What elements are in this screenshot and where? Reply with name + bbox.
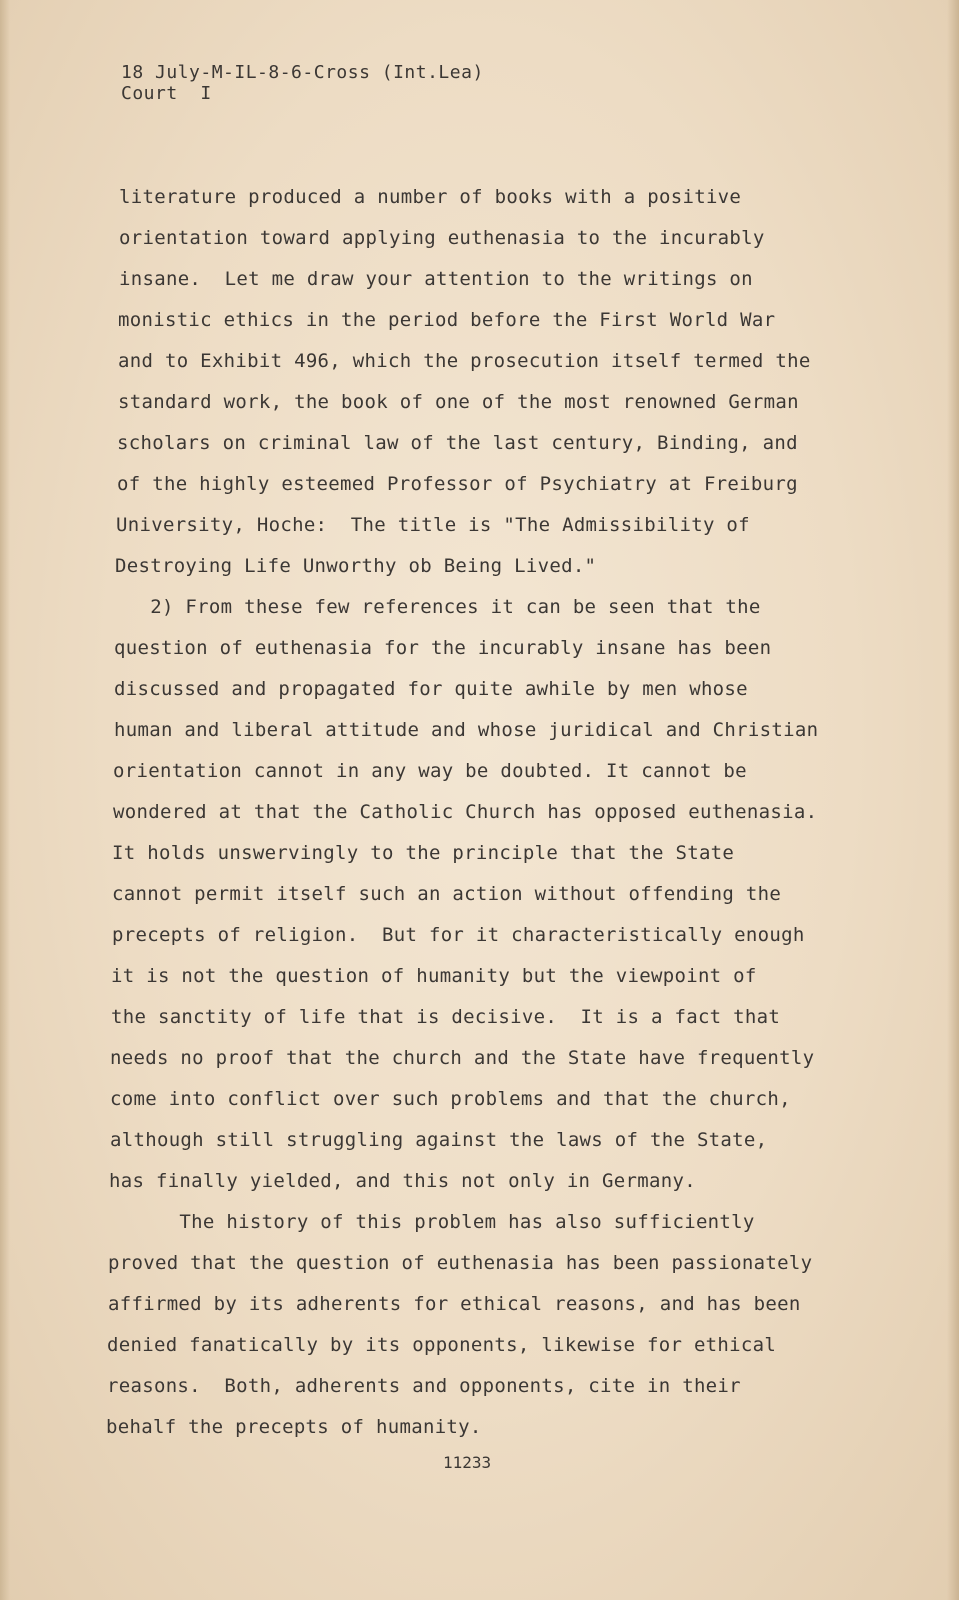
text-line: although still struggling against the laws of the State, bbox=[110, 1129, 768, 1151]
text-line: come into conflict over such problems and that the church, bbox=[110, 1088, 791, 1110]
text-line: it is not the question of humanity but the viewpoint of bbox=[111, 965, 757, 987]
text-line: wondered at that the Catholic Church has opposed euthenasia. bbox=[113, 801, 818, 823]
text-line: 2) From these few references it can be seen that the bbox=[115, 596, 761, 618]
text-line: scholars on criminal law of the last century, Binding, and bbox=[117, 432, 798, 454]
text-line: denied fanatically by its opponents, likewise for ethical bbox=[107, 1334, 777, 1356]
text-line: question of euthenasia for the incurably insane has been bbox=[114, 637, 772, 659]
text-line: of the highly esteemed Professor of Psychiatry at Freiburg bbox=[117, 473, 798, 495]
text-line: has finally yielded, and this not only in Germany. bbox=[109, 1170, 696, 1192]
text-line: insane. Let me draw your attention to the writings on bbox=[119, 268, 753, 290]
text-line: The history of this problem has also sufficiently bbox=[109, 1211, 755, 1233]
text-line: and to Exhibit 496, which the prosecution itself termed the bbox=[118, 350, 811, 372]
text-line: behalf the precepts of humanity. bbox=[106, 1416, 482, 1438]
text-line: human and liberal attitude and whose juridical and Christian bbox=[114, 719, 819, 741]
text-line: the sanctity of life that is decisive. It is a fact that bbox=[111, 1006, 781, 1028]
text-line: monistic ethics in the period before the First World War bbox=[118, 309, 776, 331]
text-line: University, Hoche: The title is "The Admissibility of bbox=[116, 514, 750, 536]
text-line: proved that the question of euthenasia has been passionately bbox=[108, 1252, 813, 1274]
text-line: reasons. Both, adherents and opponents, cite in their bbox=[107, 1375, 741, 1397]
text-line: needs no proof that the church and the State have frequently bbox=[110, 1047, 815, 1069]
text-line: cannot permit itself such an action without offending the bbox=[112, 883, 782, 905]
text-line: affirmed by its adherents for ethical reasons, and has been bbox=[108, 1293, 801, 1315]
text-line: It holds unswervingly to the principle that the State bbox=[112, 842, 735, 864]
text-line: Destroying Life Unworthy ob Being Lived." bbox=[115, 555, 597, 577]
document-header bbox=[121, 62, 484, 104]
text-line: discussed and propagated for quite awhile by men whose bbox=[114, 678, 748, 700]
paper-edge-right bbox=[947, 0, 959, 1600]
text-line: precepts of religion. But for it characteristically enough bbox=[112, 924, 805, 946]
text-line: orientation cannot in any way be doubted. It cannot be bbox=[113, 760, 747, 782]
header-reference-line: 18 July-M-IL-8-6-Cross (Int.Lea) bbox=[121, 62, 484, 83]
paper-edge-left bbox=[0, 0, 10, 1600]
text-line: orientation toward applying euthenasia to the incurably bbox=[119, 227, 765, 249]
header-court-line: Court I bbox=[121, 83, 212, 104]
text-line: literature produced a number of books with a positive bbox=[119, 186, 742, 208]
text-line: standard work, the book of one of the most renowned German bbox=[118, 391, 799, 413]
page-number: 11233 bbox=[443, 1453, 492, 1472]
